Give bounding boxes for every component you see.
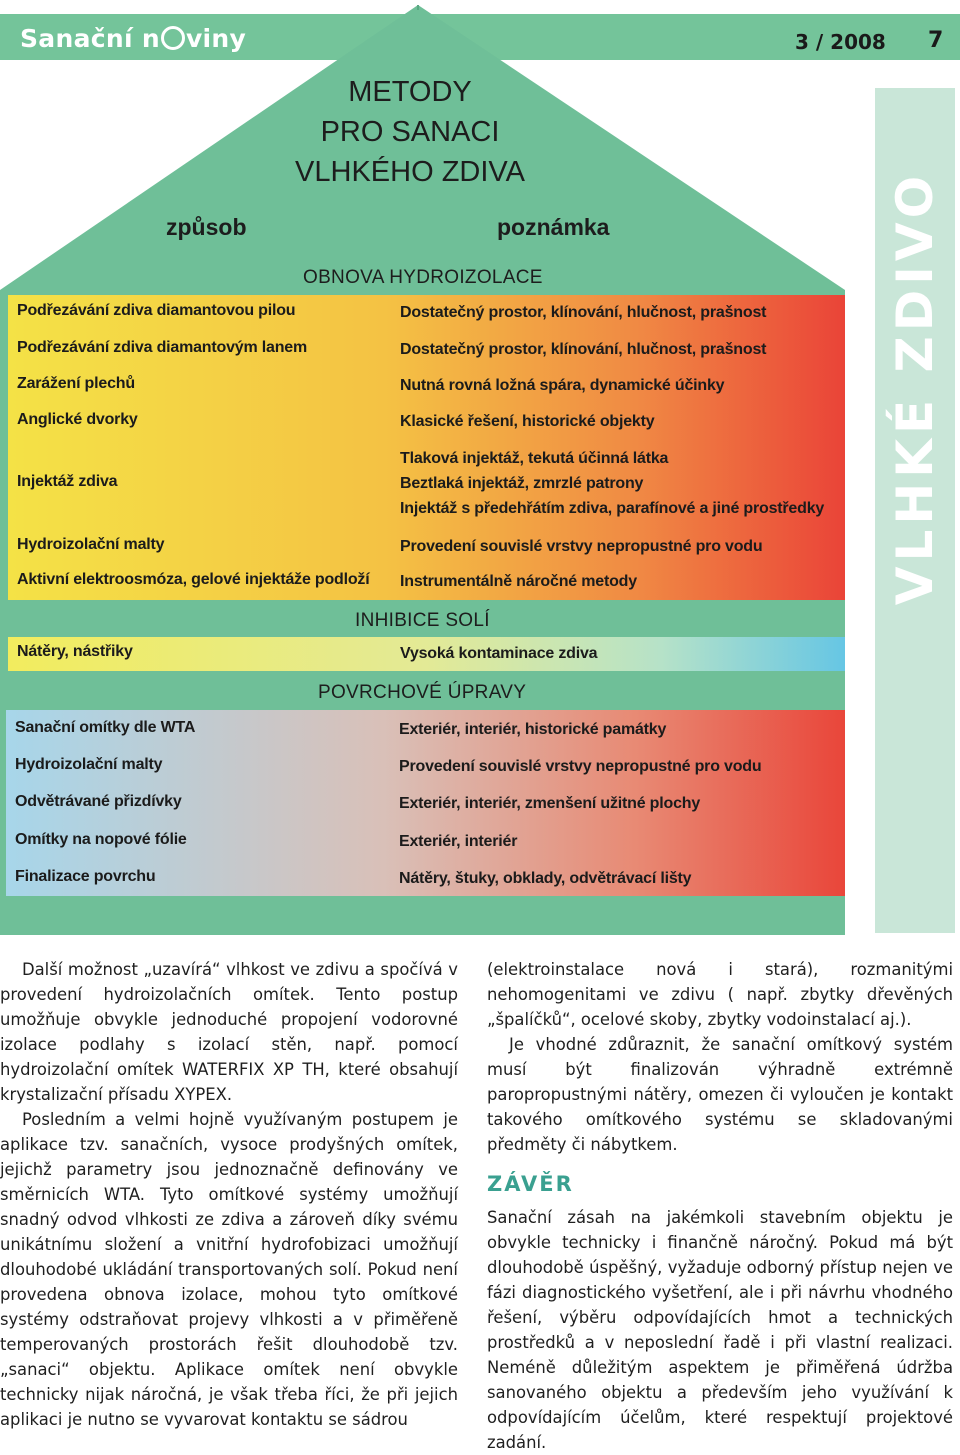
- page-number: 7: [928, 28, 944, 53]
- row-method: Omítky na nopové fólie: [15, 831, 187, 848]
- diagram-title-line-2: PRO SANACI: [320, 116, 500, 148]
- row-method: Podřezávání zdiva diamantovým lanem: [17, 339, 307, 356]
- row-note: Provedení souvislé vrstvy nepropustné pro vodu: [399, 758, 762, 775]
- brand-o-ring-icon: [161, 26, 185, 50]
- article-paragraph: Posledním a velmi hojně využívaným postupem je aplikace tzv. sanačních, vysoce prodyšných omítek, jejichž parametry jsou jednoznačně definovány ve směrnicích WTA. Tyto omítkové systémy umožňují snadný odvod vlhkosti ze zdiva a zároveň díky svému unikátnímu složení a vnitřní hydrofobizaci umožňují dlouhodobé ukládání transportovaných solí. Pokud není provedena obnova izolace, mohou tyto omítkové systémy odstraňovat projevy vlhkosti a v přiměřeně temperovaných prostorách řešit dlouhodobě tzv. „sanaci“ objektu. Aplikace omítek není obvykle technicky nijak náročná, je však třeba říci, že při jejich aplikaci je nutno se vyvarovat kontaktu se sádrou: [0, 1110, 458, 1429]
- conclusion-heading: ZÁVĚR: [487, 1172, 574, 1196]
- row-method: Sanační omítky dle WTA: [15, 719, 196, 736]
- row-note: Nutná rovná ložná spára, dynamické účinky: [400, 377, 725, 394]
- article-paragraph: Je vhodné zdůraznit, že sanační omítkový systém musí být finalizován výhradně extrémně paropropustnými nátěry, omezen či vyloučen je kontakt takového omítkového systému se skladovanými předměty či nábytkem.: [487, 1035, 953, 1154]
- row-method: Odvětrávané přizdívky: [15, 793, 182, 810]
- section-heading-hydroizolace: OBNOVA HYDROIZOLACE: [303, 267, 543, 288]
- side-band: [875, 88, 955, 933]
- row-note: Beztlaká injektáž, zmrzlé patrony: [400, 475, 644, 492]
- article-column-right: [487, 957, 953, 1455]
- side-label-vlhke-zdivo: VLHKÉ ZDIVO: [886, 170, 944, 606]
- row-note: Instrumentálně náročné metody: [400, 573, 637, 590]
- newspaper-brand: [20, 24, 246, 53]
- section-heading-inhibice: INHIBICE SOLÍ: [355, 610, 490, 631]
- row-method: Finalizace povrchu: [15, 868, 156, 885]
- row-note: Dostatečný prostor, klínování, hlučnost, prašnost: [400, 304, 767, 321]
- brand-text-start: Sanační n: [20, 24, 160, 53]
- row-note: Provedení souvislé vrstvy nepropustné pro vodu: [400, 538, 763, 555]
- row-note: Vysoká kontaminace zdiva: [400, 645, 598, 662]
- row-method: Aktivní elektroosmóza, gelové injektáže podloží: [17, 571, 370, 588]
- diagram-title-line-3: VLHKÉHO ZDIVA: [295, 156, 525, 188]
- row-note: Tlaková injektáž, tekutá účinná látka: [400, 450, 669, 467]
- issue-number: 3 / 2008: [795, 30, 886, 54]
- article-paragraph: Další možnost „uzavírá“ vlhkost ve zdivu a spočívá v provedení hydroizolačních omítek. Tento postup umožňuje obvykle jednoduché propojení vodorovné izolace podlahy s izolací stěn, např. pomocí hydroizolační omítek WATERFIX XP TH, které obsahují krystalizační přísadu XYPEX.: [0, 960, 458, 1104]
- brand-text-end: viny: [185, 24, 247, 53]
- row-note: Nátěry, štuky, obklady, odvětrávací lišty: [399, 870, 692, 887]
- row-note: Exteriér, interiér: [399, 833, 518, 850]
- article-column-left: [0, 957, 458, 1432]
- column-heading-method: způsob: [166, 214, 247, 240]
- row-method: Zarážení plechů: [17, 375, 135, 392]
- row-method: Anglické dvorky: [17, 411, 138, 428]
- row-note: Exteriér, interiér, historické památky: [399, 721, 667, 738]
- row-note: Klasické řešení, historické objekty: [400, 413, 655, 430]
- row-note: Exteriér, interiér, zmenšení užitné plochy: [399, 795, 701, 812]
- diagram-title-line-1: METODY: [348, 76, 472, 108]
- row-method: Injektáž zdiva: [17, 473, 118, 490]
- article-paragraph: (elektroinstalace nová i stará), rozmanitými nehomogenitami ve zdivu ( např. zbytky dřevěných „špalíčků“, ocelové skoby, zbytky vodoinstalací aj.).: [487, 960, 953, 1029]
- row-method: Nátěry, nástřiky: [17, 643, 133, 660]
- row-method: Hydroizolační malty: [17, 536, 165, 553]
- row-note: Dostatečný prostor, klínování, hlučnost, prašnost: [400, 341, 767, 358]
- column-heading-note: poznámka: [497, 214, 610, 240]
- row-method: Hydroizolační malty: [15, 756, 163, 773]
- row-note: Injektáž s předehřátím zdiva, parafínové a jiné prostředky: [400, 500, 825, 517]
- conclusion-paragraph: Sanační zásah na jakémkoli stavebním objektu je obvykle technicky i finančně náročný. Pokud má být dlouhodobě úspěšný, vyžaduje odborný přístup nejen ve fázi diagnostického vyšetření, ale i při návrhu vhodného řešení, výběru odpovídajících hmot a technických prostředků a v neposlední řadě i při vlastní realizaci. Neméně důležitým aspektem je přiměřená údržba sanovaného objektu a především jeho využívání k odpovídajícím účelům, které respektují projektové zadání.: [487, 1208, 953, 1452]
- row-method: Podřezávání zdiva diamantovou pilou: [17, 302, 296, 319]
- diagram-title: [230, 72, 590, 192]
- section-heading-povrchove: POVRCHOVÉ ÚPRAVY: [318, 682, 527, 703]
